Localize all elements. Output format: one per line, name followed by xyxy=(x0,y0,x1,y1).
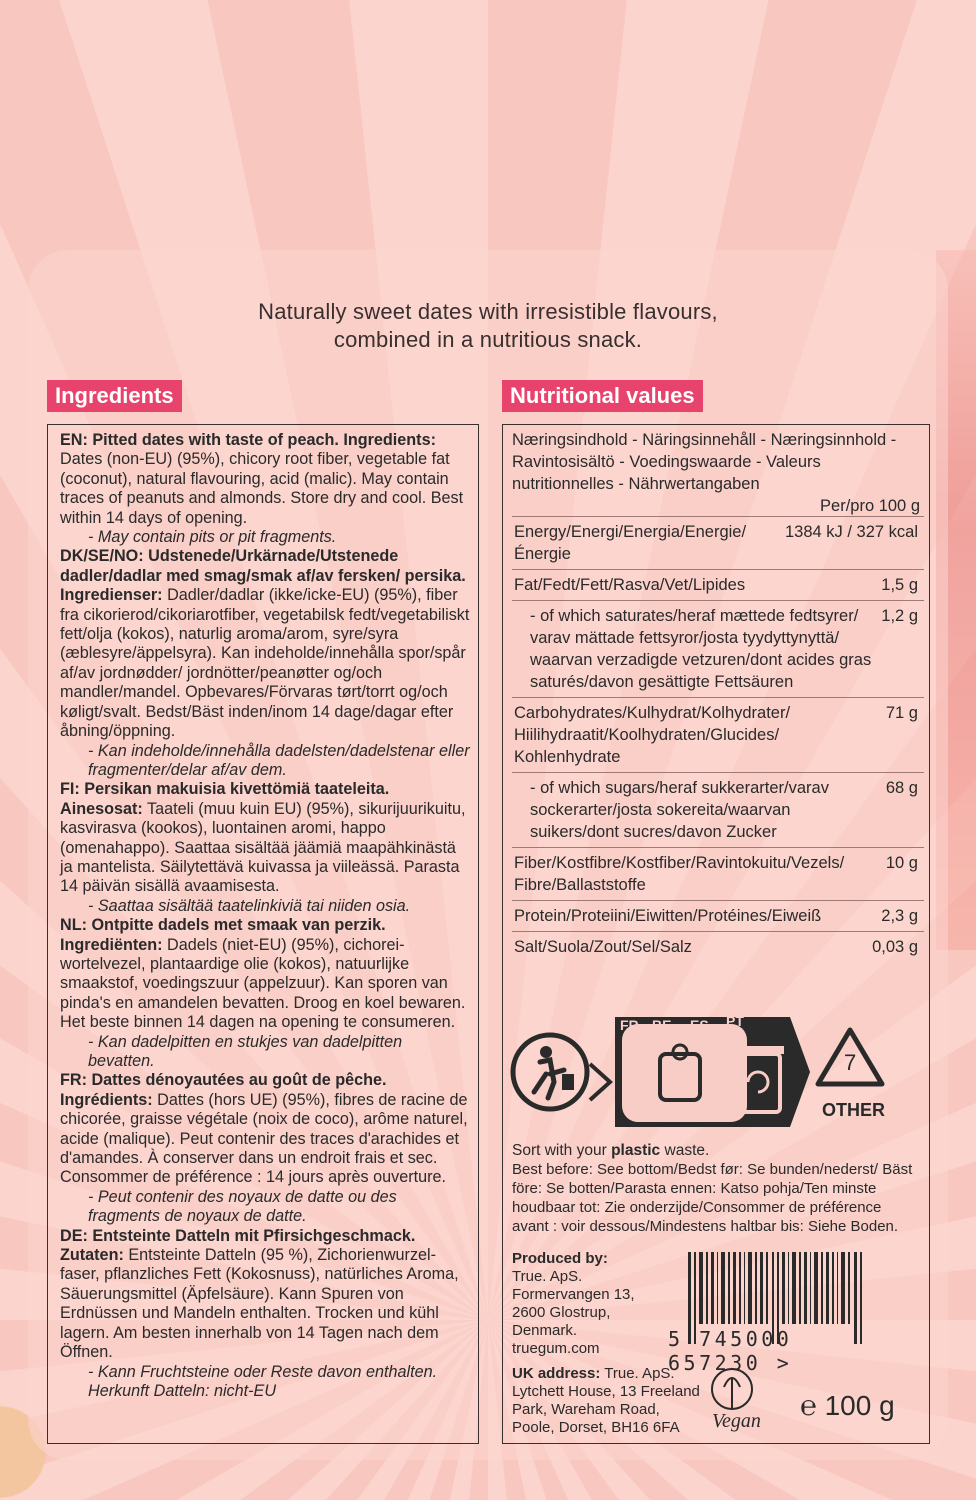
uk-address xyxy=(512,1365,702,1437)
net-weight: ℮ 100 g xyxy=(800,1390,895,1421)
nutrition-value: 2,3 g xyxy=(881,907,918,925)
nutrition-label: Carbohydrates/Kulhydrat/Kolhydrater/ Hiilihydraatit/Koolhydraten/Glucides/ Kohlenhydrate xyxy=(514,704,791,766)
country-label: FR xyxy=(620,1017,639,1033)
recycle-number: 7 xyxy=(844,1050,857,1075)
nutrition-label: Protein/Proteiini/Eiwitten/Protéines/Eiweiß xyxy=(514,907,822,925)
nutrition-value: 1,2 g xyxy=(881,607,918,625)
country-label: BE xyxy=(652,1017,672,1033)
producer-info xyxy=(512,1250,662,1358)
nutrition-label: - of which sugars/heraf sukkerarter/varav sockerarter/josta sokereita/waarvan suikers/dont sucres/davon Zucker xyxy=(530,779,829,841)
ingredients-note: - Kan indeholde/innehålla dadelsten/dadelstenar eller fragmenter/delar af/av dem. xyxy=(88,741,470,779)
tagline-line-1: Naturally sweet dates with irresistible flavours, xyxy=(258,299,718,324)
nutrition-row xyxy=(512,772,924,847)
producer-line: Denmark. xyxy=(512,1322,578,1339)
ingredients-body: Dadels (niet-EU) (95%), cichorei-wortelvezel, plantaardige olie (kokos), natuurlijke smaakstof, voedingszuur (appelzuur). Kan sporen van pinda's en amandelen bevatten. Droog en koel bewaren. Het beste binnen 14 dagen na opening te consumeren. xyxy=(60,935,466,1032)
nutrition-intro: Næringsindhold - Näringsinnehåll - Næringsinnhold - Ravintosisältö - Voedingswaarde - Valeurs nutritionnelles - Nährwertangaben xyxy=(512,431,897,493)
nutrition-label: Energy/Energi/Energia/Energie/ Énergie xyxy=(514,523,747,563)
country-strip xyxy=(615,1013,810,1127)
sort-material: plastic xyxy=(611,1142,661,1159)
ingredients-title: FR: Dattes dénoyautées au goût de pêche. Ingrédients: xyxy=(60,1071,387,1109)
country-label: PT xyxy=(726,1013,744,1029)
producer-heading: Produced by: xyxy=(512,1250,608,1267)
ingredients-title: EN: Pitted dates with taste of peach. Ingredients: xyxy=(60,431,436,449)
producer-line: True. ApS. xyxy=(512,1268,583,1285)
nutrition-row xyxy=(512,931,924,962)
ingredients-block-nl xyxy=(60,916,472,1071)
nutrition-row xyxy=(512,516,924,569)
ingredients-note: - Saattaa sisältää taatelinkiviä tai niiden osia. xyxy=(88,896,411,915)
tidyman-icon xyxy=(513,1035,587,1109)
vegan-label: Vegan xyxy=(712,1410,761,1432)
uk-heading: UK address: xyxy=(512,1365,601,1382)
nutrition-value: 1,5 g xyxy=(881,576,918,594)
sort-suffix: waste. xyxy=(664,1142,710,1159)
recycle-triangle-icon xyxy=(818,1030,885,1120)
barcode-number: 5 745000 657230 > xyxy=(668,1327,793,1375)
nutrition-table xyxy=(512,429,924,962)
sort-instruction xyxy=(512,1142,709,1160)
ingredients-note: - Peut contenir des noyaux de datte ou des fragments de noyaux de datte. xyxy=(88,1187,397,1226)
nutrition-label: - of which saturates/heraf mættede fedtsyrer/ varav mättade fettsyror/josta tyydyttynyttä/ waarvan verzadigde vetzuren/dont acides gras saturés/davon gesättigte Fettsäuren xyxy=(530,607,872,691)
nutrition-per-label: Per/pro 100 g xyxy=(820,497,920,515)
other-label: OTHER xyxy=(822,1100,885,1120)
nutrition-label: Fat/Fedt/Fett/Rasva/Vet/Lipides xyxy=(514,576,746,594)
nutrition-row xyxy=(512,847,924,900)
ingredients-block-fr xyxy=(60,1071,472,1226)
ingredients-body: Dates (non-EU) (95%), chicory root fiber, vegetable fat (coconut), natural flavouring, acid (malic). May contain traces of peanuts and almonds. Store dry and cool. Best within 14 days of opening. xyxy=(60,450,464,527)
nutrition-value: 10 g xyxy=(885,854,918,872)
ingredients-block-fi xyxy=(60,780,472,916)
ingredients-body: Taateli (muu kuin EU) (95%), sikurijuurikuitu, kasvirasva (kookos), luontainen aromi, happo (omenahappo). Saattaa sisältää jäämiä maapähkinästä ja mantelista. Säilytettävä kuivassa ja viileässä. Parasta 14 päivän sisällä avaamisesta. xyxy=(60,799,466,896)
ingredients-title: NL: Ontpitte dadels met smaak van perzik. Ingrediënten: xyxy=(60,916,386,954)
nutrition-label: Fiber/Kostfibre/Kostfiber/Ravintokuitu/Vezels/ Fibre/Ballaststoffe xyxy=(514,854,845,894)
recycle-arrows-icon xyxy=(590,1064,610,1100)
nutrition-label: Salt/Suola/Zout/Sel/Salz xyxy=(514,938,692,956)
nutrition-heading: Nutritional values xyxy=(502,380,703,412)
ingredients-title: DK/SE/NO: Udstenede/Urkärnade/Utstenede dadler/dadlar med smag/smak af/av fersken/ persika. Ingredienser: xyxy=(60,547,466,605)
ingredients-block-en xyxy=(60,431,472,547)
ingredients-body: Dadler/dadlar (ikke/icke-EU) (95%), fiber fra cikorierod/cikoriarotfiber, vegetabilsk fedt/vegetabiliskt fett/olja (kokos), naturlig aroma/arom, syre/syra (æblesyre/äppelsyra). Kan indeholde/innehålla spor/spår af/av jordnødder/ jordnötter/peanøtter og/och mandler/mandel. Opbevares/Förvaras tørt/torrt og/och køligt/svalt. Bedst/Bäst inden/inom 14 dage/dagar efter åbning/öppning. xyxy=(60,586,470,741)
tagline xyxy=(0,298,976,354)
nutrition-value: 71 g xyxy=(885,704,918,722)
ingredients-title: FI: Persikan makuisia kivettömiä taateleita. Ainesosat: xyxy=(60,780,390,818)
nutrition-value: 0,03 g xyxy=(872,938,918,956)
producer-line: truegum.com xyxy=(512,1340,600,1357)
nutrition-value: 1384 kJ / 327 kcal xyxy=(785,523,918,541)
ingredients-block-de xyxy=(60,1227,472,1402)
vegan-logo xyxy=(702,1365,792,1435)
sort-prefix: Sort with your xyxy=(512,1142,607,1159)
recycling-icons xyxy=(510,1012,920,1132)
country-label: ES xyxy=(690,1017,709,1033)
nutrition-row xyxy=(512,900,924,931)
nutrition-row xyxy=(512,697,924,772)
ingredients-note: - Kan dadelpitten en stukjes van dadelpitten bevatten. xyxy=(88,1032,403,1070)
ingredients-heading: Ingredients xyxy=(47,380,182,412)
tagline-line-2: combined in a nutritious snack. xyxy=(333,327,643,352)
ingredients-block-dk-se-no xyxy=(60,547,472,780)
producer-line: Formervangen 13, xyxy=(512,1286,635,1303)
producer-line: 2600 Glostrup, xyxy=(512,1304,611,1321)
ingredients-note: - Kann Fruchtsteine oder Reste davon enthalten. Herkunft Datteln: nicht-EU xyxy=(88,1362,438,1400)
ingredients-note: - May contain pits or pit fragments. xyxy=(88,528,337,547)
best-before: Best before: See bottom/Bedst før: Se bunden/nederst/ Bäst före: Se botten/Parasta ennen: Katso pohja/Ten minste houdbaar tot: Zie onderzijde/Consommer de préférence avant : voir dessous/Mindestens haltbar bis: Siehe Boden. xyxy=(512,1161,913,1235)
ingredients-text xyxy=(60,431,472,1401)
nutrition-value: 68 g xyxy=(885,779,918,797)
ingredients-title: DE: Entsteinte Datteln mit Pfirsichgeschmack. Zutaten: xyxy=(60,1226,416,1265)
uk-text: True. ApS. Lytchett House, 13 Freeland Park, Wareham Road, Poole, Dorset, BH16 6FA xyxy=(512,1365,700,1436)
ingredients-body: Entsteinte Datteln (95 %), Zichorienwurzel-faser, pflanzliches Fett (Kokosnuss), natürliches Aroma, Säuerungsmittel (Äpfelsäure). Kann Spuren von Erdnüssen und Mandeln enthalten. Trocken und kühl lagern. Am besten innerhalb von 14 Tagen nach dem Öffnen. xyxy=(60,1246,459,1362)
nutrition-row xyxy=(512,569,924,600)
nutrition-row xyxy=(512,600,924,697)
ingredients-body: Dattes (hors UE) (95%), fibres de racine de chicorée, graisse végétale (noix de coco), arôme naturel, acide (malique). Peut contenir des traces d'arachides et d'amandes. À conserver dans un endroit frais et sec. Consommer de préférence : 14 jours après ouverture. xyxy=(60,1090,468,1187)
